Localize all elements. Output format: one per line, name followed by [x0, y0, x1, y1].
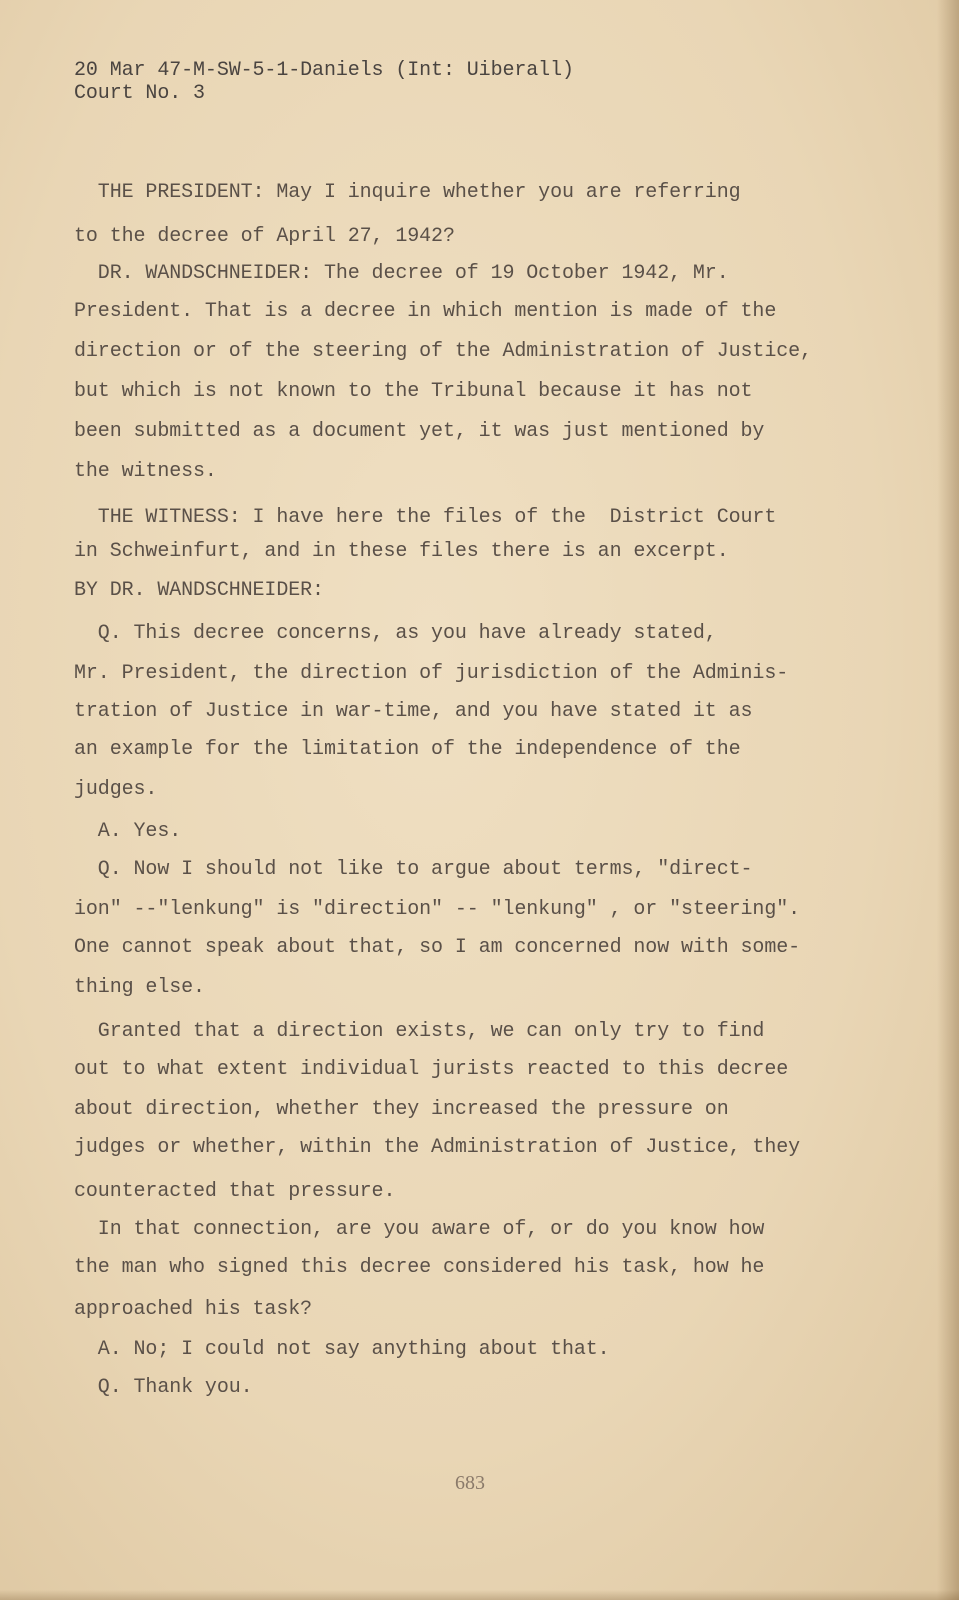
transcript-line: tration of Justice in war-time, and you have stated it as	[74, 700, 753, 723]
transcript-line: but which is not known to the Tribunal because it has not	[74, 380, 753, 403]
header-docket-line: 20 Mar 47-M-SW-5-1-Daniels (Int: Uiberall)	[74, 59, 574, 82]
transcript-line: Q. This decree concerns, as you have already stated,	[74, 622, 717, 645]
transcript-line: approached his task?	[74, 1298, 313, 1321]
transcript-line: Q. Thank you.	[74, 1376, 253, 1399]
transcript-line: In that connection, are you aware of, or do you know how	[74, 1218, 765, 1241]
transcript-line: judges.	[74, 778, 158, 801]
transcript-line: One cannot speak about that, so I am concerned now with some-	[74, 936, 801, 959]
transcript-line: out to what extent individual jurists reacted to this decree	[74, 1058, 789, 1081]
transcript-line: BY DR. WANDSCHNEIDER:	[74, 579, 324, 602]
transcript-line: A. Yes.	[74, 820, 182, 843]
transcript-line: counteracted that pressure.	[74, 1180, 396, 1203]
transcript-line: to the decree of April 27, 1942?	[74, 225, 455, 248]
transcript-line: DR. WANDSCHNEIDER: The decree of 19 October 1942, Mr.	[74, 262, 729, 285]
transcript-line: been submitted as a document yet, it was just mentioned by	[74, 420, 765, 443]
transcript-line: Granted that a direction exists, we can only try to find	[74, 1020, 765, 1043]
transcript-line: the witness.	[74, 460, 217, 483]
transcript-line: Mr. President, the direction of jurisdiction of the Adminis-	[74, 662, 789, 685]
transcript-line: A. No; I could not say anything about that.	[74, 1338, 610, 1361]
page-edge-shadow	[937, 0, 959, 1600]
transcript-line: ion" --"lenkung" is "direction" -- "lenkung" , or "steering".	[74, 898, 801, 921]
transcript-line: in Schweinfurt, and in these files there is an excerpt.	[74, 540, 729, 563]
transcript-line: THE WITNESS: I have here the files of the District Court	[74, 506, 777, 529]
transcript-line: judges or whether, within the Administration of Justice, they	[74, 1136, 801, 1159]
page-bottom-shadow	[0, 1590, 959, 1600]
header-court-line: Court No. 3	[74, 82, 205, 105]
transcript-line: Q. Now I should not like to argue about terms, "direct-	[74, 858, 753, 881]
transcript-line: an example for the limitation of the independence of the	[74, 738, 741, 761]
transcript-line: thing else.	[74, 976, 205, 999]
transcript-line: THE PRESIDENT: May I inquire whether you are referring	[74, 181, 741, 204]
transcript-line: the man who signed this decree considered his task, how he	[74, 1256, 765, 1279]
transcript-line: direction or of the steering of the Administration of Justice,	[74, 340, 812, 363]
transcript-line: President. That is a decree in which mention is made of the	[74, 300, 777, 323]
transcript-line: about direction, whether they increased the pressure on	[74, 1098, 729, 1121]
page-number: 683	[455, 1472, 485, 1494]
